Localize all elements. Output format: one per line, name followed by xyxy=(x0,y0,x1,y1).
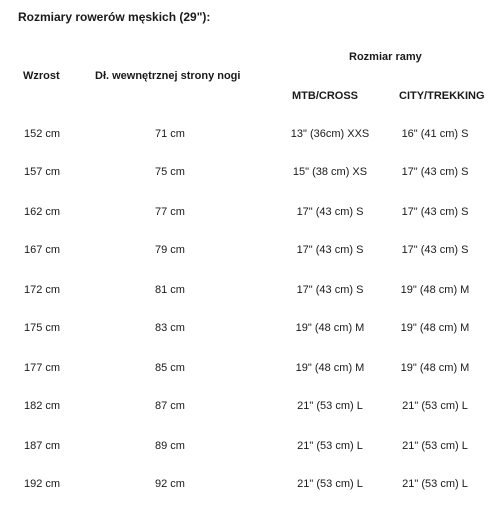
cell-mtb-size: 19" (48 cm) M xyxy=(295,362,365,374)
cell-city-size: 21" (53 cm) L xyxy=(402,440,468,452)
table-row xyxy=(0,440,504,454)
cell-inseam: 83 cm xyxy=(155,322,185,334)
header-mtb-cross: MTB/CROSS xyxy=(292,90,358,102)
cell-city-size: 17" (43 cm) S xyxy=(401,244,469,256)
cell-height: 177 cm xyxy=(24,362,61,374)
cell-mtb-size: 17" (43 cm) S xyxy=(296,244,364,256)
cell-inseam: 77 cm xyxy=(155,206,185,218)
table-row xyxy=(0,206,504,220)
cell-height: 175 cm xyxy=(24,322,61,334)
cell-inseam: 87 cm xyxy=(155,400,185,412)
cell-city-size: 19" (48 cm) M xyxy=(400,284,470,296)
cell-mtb-size: 21" (53 cm) L xyxy=(297,478,363,490)
cell-height: 167 cm xyxy=(24,244,61,256)
table-row xyxy=(0,478,504,492)
table-row xyxy=(0,128,504,142)
cell-inseam: 71 cm xyxy=(155,128,185,140)
cell-inseam: 75 cm xyxy=(155,166,185,178)
page-title: Rozmiary rowerów męskich (29"): xyxy=(18,10,211,24)
cell-inseam: 81 cm xyxy=(155,284,185,296)
cell-height: 157 cm xyxy=(24,166,61,178)
cell-city-size: 21" (53 cm) L xyxy=(402,400,468,412)
cell-height: 187 cm xyxy=(24,440,61,452)
cell-inseam: 79 cm xyxy=(155,244,185,256)
cell-inseam: 92 cm xyxy=(155,478,185,490)
table-row xyxy=(0,284,504,298)
cell-height: 162 cm xyxy=(24,206,61,218)
cell-inseam: 89 cm xyxy=(155,440,185,452)
header-inseam: Dł. wewnętrznej strony nogi xyxy=(95,70,241,82)
cell-inseam: 85 cm xyxy=(155,362,185,374)
cell-city-size: 17" (43 cm) S xyxy=(401,206,469,218)
cell-mtb-size: 21" (53 cm) L xyxy=(297,400,363,412)
cell-mtb-size: 17" (43 cm) S xyxy=(296,284,364,296)
cell-mtb-size: 19" (48 cm) M xyxy=(295,322,365,334)
cell-mtb-size: 21" (53 cm) L xyxy=(297,440,363,452)
cell-height: 182 cm xyxy=(24,400,61,412)
table-row xyxy=(0,322,504,336)
cell-city-size: 19" (48 cm) M xyxy=(400,362,470,374)
table-row xyxy=(0,166,504,180)
header-city-trekking: CITY/TREKKING xyxy=(399,90,485,102)
cell-mtb-size: 15" (38 cm) XS xyxy=(292,166,368,178)
cell-city-size: 17" (43 cm) S xyxy=(401,166,469,178)
cell-city-size: 19" (48 cm) M xyxy=(400,322,470,334)
header-wzrost: Wzrost xyxy=(23,70,60,82)
table-row xyxy=(0,400,504,414)
cell-height: 172 cm xyxy=(24,284,61,296)
table-row xyxy=(0,244,504,258)
table-row xyxy=(0,362,504,376)
cell-mtb-size: 17" (43 cm) S xyxy=(296,206,364,218)
header-frame-size: Rozmiar ramy xyxy=(349,51,422,63)
cell-city-size: 21" (53 cm) L xyxy=(402,478,468,490)
cell-height: 152 cm xyxy=(24,128,61,140)
cell-city-size: 16" (41 cm) S xyxy=(401,128,469,140)
cell-mtb-size: 13" (36cm) XXS xyxy=(290,128,370,140)
cell-height: 192 cm xyxy=(24,478,61,490)
